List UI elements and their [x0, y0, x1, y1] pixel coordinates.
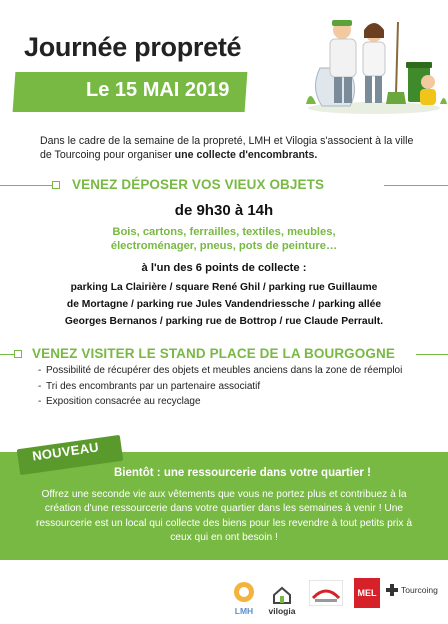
city-partner-logo	[308, 578, 344, 606]
accepted-materials	[0, 225, 448, 253]
ressourcerie-title: Bientôt : une ressourcerie dans votre quartier !	[114, 467, 371, 479]
section-divider-left	[0, 354, 14, 355]
page-title: Journée propreté	[24, 32, 242, 62]
tourcoing-cross-icon	[386, 584, 398, 596]
nouveau-badge-label: NOUVEAU	[31, 439, 100, 464]
intro-paragraph	[40, 134, 420, 162]
cleaning-team-illustration	[300, 8, 448, 116]
tourcoing-logo	[386, 580, 440, 600]
intro-highlight: une collecte d'encombrants.	[174, 149, 318, 161]
points-line: parking La Clairière / square René Ghil / parking rue Guillaume	[70, 282, 378, 293]
section-title-stand: VENEZ VISITER LE STAND PLACE DE LA BOURGOGNE	[32, 346, 395, 361]
collection-points-list	[0, 279, 448, 330]
partner-logos	[230, 568, 440, 618]
section-title-deposit: VENEZ DÉPOSER VOS VIEUX OBJETS	[72, 177, 325, 192]
collection-points-title: à l'un des 6 points de collecte :	[141, 262, 307, 274]
vilogia-logo	[264, 568, 300, 616]
section-square-icon	[14, 350, 22, 358]
list-item: - Possibilité de récupérer des objets et meubles anciens dans la zone de réemploi	[38, 364, 418, 378]
house-icon	[271, 584, 293, 606]
ressourcerie-text: Offrez une seconde vie aux vêtements que vous ne portez plus et contribuez à la création d'une ressourcerie dans votre quartier dans les semaines à venir ! Une ressourcerie est un local qui collecte des biens pour les revendre à tout petits prix à ceux qui en ont besoin !	[35, 489, 412, 543]
materials-line: Bois, cartons, ferrailles, textiles, meubles,	[112, 226, 336, 238]
event-date: Le 15 MAI 2019	[86, 79, 230, 101]
tourcoing-label: Tourcoing	[401, 585, 438, 595]
materials-line: électroménager, pneus, pots de peinture…	[110, 240, 338, 252]
lmh-logo-icon	[232, 580, 256, 606]
stand-activities-list	[38, 364, 418, 411]
list-item: - Tri des encombrants par un partenaire associatif	[38, 380, 418, 394]
lmh-logo	[230, 568, 258, 616]
section-divider-left	[0, 185, 52, 186]
collection-hours: de 9h30 à 14h	[174, 202, 274, 219]
points-line: de Mortagne / parking rue Jules Vandendriessche / parking allée	[66, 299, 382, 310]
mel-label: MEL	[357, 588, 377, 598]
intro-text: Dans le cadre de la semaine de la propreté, LMH et Vilogia s'associent à la ville de Tourcoing pour organiser	[40, 135, 414, 161]
mel-logo-block	[354, 578, 380, 608]
ribbon-logo-icon	[309, 580, 343, 606]
lmh-label: LMH	[234, 606, 254, 616]
section-divider-right	[416, 354, 448, 355]
list-item: - Exposition consacrée au recyclage	[38, 395, 418, 409]
points-line: Georges Bernanos / parking rue de Bottrop / rue Claude Perrault.	[64, 316, 384, 327]
mel-logo	[352, 572, 382, 608]
section-square-icon	[52, 181, 60, 189]
vilogia-label: vilogia	[268, 606, 296, 616]
section-divider-right	[384, 185, 448, 186]
